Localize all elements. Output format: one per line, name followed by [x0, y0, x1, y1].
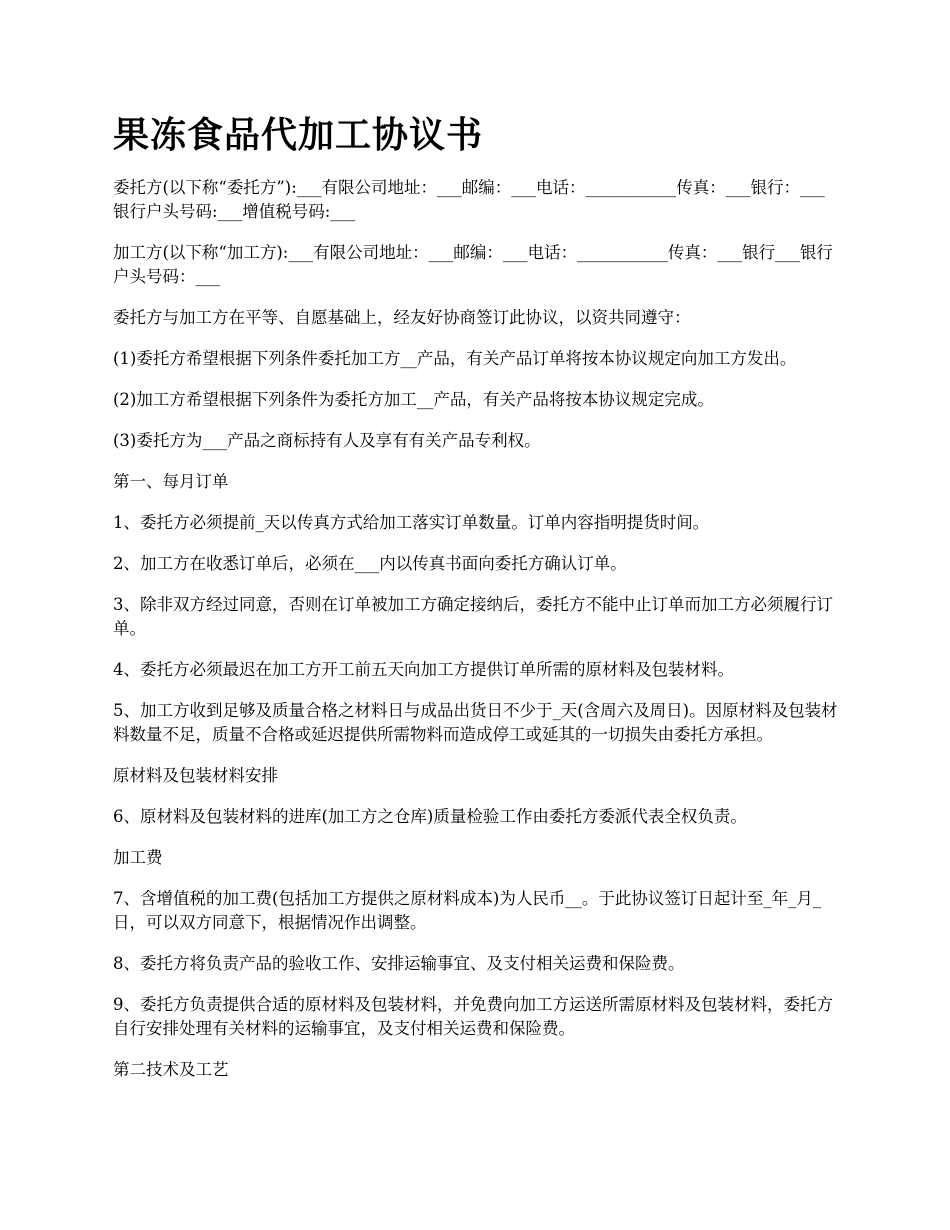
party-a-info: 委托方(以下称“委托方”):___有限公司地址：___邮编：___电话：___________传真：___银行：___银行户头号码:___增值税号码:___ — [113, 178, 825, 221]
section-heading-technology: 第二技术及工艺 — [113, 1060, 229, 1079]
document-page — [113, 110, 841, 1099]
clause-4: 4、委托方必须最迟在加工方开工前五天向加工方提供订单所需的原材料及包装材料。 — [113, 660, 734, 679]
recital-1: (1)委托方希望根据下列条件委托加工方__产品，有关产品订单将按本协议规定向加工方发出。 — [113, 349, 797, 368]
recital-2: (2)加工方希望根据下列条件为委托方加工__产品，有关产品将按本协议规定完成。 — [113, 390, 714, 409]
section-heading-monthly-orders: 第一、每月订单 — [113, 472, 229, 491]
clause-3: 3、除非双方经过同意，否则在订单被加工方确定接纳后，委托方不能中止订单而加工方必须履行订单。 — [113, 595, 833, 638]
clause-6: 6、原材料及包装材料的进库(加工方之仓库)质量检验工作由委托方委派代表全权负责。 — [113, 807, 747, 826]
clause-7: 7、含增值税的加工费(包括加工方提供之原材料成本)为人民币__。于此协议签订日起计至_年_月_日，可以双方同意下，根据情况作出调整。 — [113, 889, 822, 932]
party-b-info: 加工方(以下称“加工方):___有限公司地址：___邮编：___电话：___________传真：___银行___银行户头号码：___ — [113, 243, 833, 286]
clause-5: 5、加工方收到足够及质量合格之材料日与成品出货日不少于_天(含周六及周日)。因原材料及包装材料数量不足，质量不合格或延迟提供所需物料而造成停工或延其的一切损失由委托方承担。 — [113, 701, 838, 744]
clause-2: 2、加工方在收悉订单后，必须在___内以传真书面向委托方确认订单。 — [113, 554, 627, 573]
preamble: 委托方与加工方在平等、自愿基础上，经友好协商签订此协议，以资共同遵守： — [113, 308, 691, 327]
recital-3: (3)委托方为___产品之商标持有人及享有有关产品专利权。 — [113, 431, 541, 450]
section-heading-processing-fee: 加工费 — [113, 848, 163, 867]
clause-1: 1、委托方必须提前_天以传真方式给加工落实订单数量。订单内容指明提货时间。 — [113, 513, 710, 532]
clause-9: 9、委托方负责提供合适的原材料及包装材料，并免费向加工方运送所需原材料及包装材料，委托方自行安排处理有关材料的运输事宜，及支付相关运费和保险费。 — [113, 995, 833, 1038]
clause-8: 8、委托方将负责产品的验收工作、安排运输事宜、及支付相关运费和保险费。 — [113, 954, 685, 973]
document-title: 果冻食品代加工协议书 — [113, 115, 484, 156]
section-heading-materials: 原材料及包装材料安排 — [113, 766, 278, 785]
